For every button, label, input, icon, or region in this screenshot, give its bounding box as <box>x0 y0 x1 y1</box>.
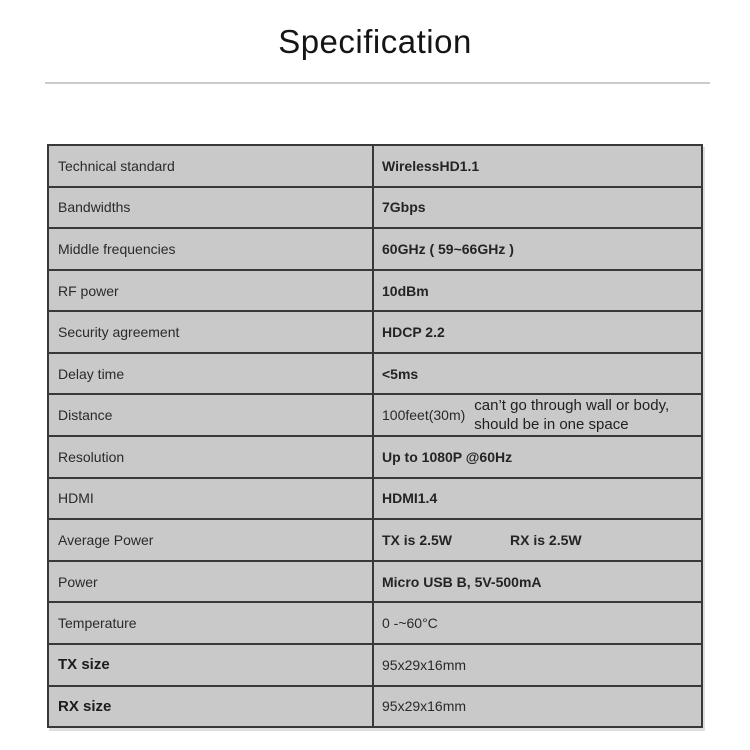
table-row-middle-frequencies <box>49 227 701 269</box>
spec-value: 10dBm <box>382 282 429 299</box>
table-row-hdmi <box>49 477 701 519</box>
title-divider <box>45 82 710 84</box>
table-row-temperature <box>49 601 701 643</box>
spec-value: HDCP 2.2 <box>382 324 445 341</box>
spec-value-group <box>374 520 701 560</box>
spec-label: Middle frequencies <box>49 229 374 269</box>
spec-label: Security agreement <box>49 312 374 352</box>
spec-value-tx: TX is 2.5W <box>382 531 453 548</box>
spec-label: Average Power <box>49 520 374 560</box>
spec-label: Delay time <box>49 354 374 394</box>
spec-value: Up to 1080P @60Hz <box>382 448 513 465</box>
spec-value-rx: RX is 2.5W <box>510 531 582 548</box>
spec-label: Power <box>49 562 374 602</box>
spec-label: Temperature <box>49 603 374 643</box>
table-row-technical-standard <box>49 146 701 186</box>
table-row-resolution <box>49 435 701 477</box>
table-row-rf-power <box>49 269 701 311</box>
spec-value: 95x29x16mm <box>382 656 467 673</box>
spec-label: RX size <box>49 687 374 727</box>
specification-table <box>47 144 703 728</box>
table-row-distance <box>49 393 701 435</box>
spec-label: HDMI <box>49 479 374 519</box>
spec-label: Bandwidths <box>49 188 374 228</box>
spec-value: 100feet(30m) <box>382 407 466 424</box>
spec-value: 60GHz ( 59~66GHz ) <box>382 240 514 257</box>
table-row-bandwidths <box>49 186 701 228</box>
table-row-delay-time <box>49 352 701 394</box>
note-line: can’t go through wall or body, <box>474 396 670 414</box>
spec-value: <5ms <box>382 365 419 382</box>
table-row-average-power <box>49 518 701 560</box>
spec-value-group <box>374 395 701 435</box>
spec-value: 95x29x16mm <box>382 698 467 715</box>
spec-label: Distance <box>49 395 374 435</box>
spec-value: 0 -~60°C <box>382 615 438 632</box>
spec-label: Technical standard <box>49 146 374 186</box>
spec-value: WirelessHD1.1 <box>382 157 480 174</box>
page-title: Specification <box>278 23 472 60</box>
spec-label: Resolution <box>49 437 374 477</box>
table-row-rx-size <box>49 685 701 727</box>
spec-value: HDMI1.4 <box>382 490 438 507</box>
note-line: should be in one space <box>474 416 629 434</box>
spec-label: TX size <box>49 645 374 685</box>
spec-value-note <box>474 396 669 435</box>
spec-label: RF power <box>49 271 374 311</box>
table-row-tx-size <box>49 643 701 685</box>
spec-value: Micro USB B, 5V-500mA <box>382 573 542 590</box>
table-row-power <box>49 560 701 602</box>
table-row-security-agreement <box>49 310 701 352</box>
spec-value: 7Gbps <box>382 199 426 216</box>
